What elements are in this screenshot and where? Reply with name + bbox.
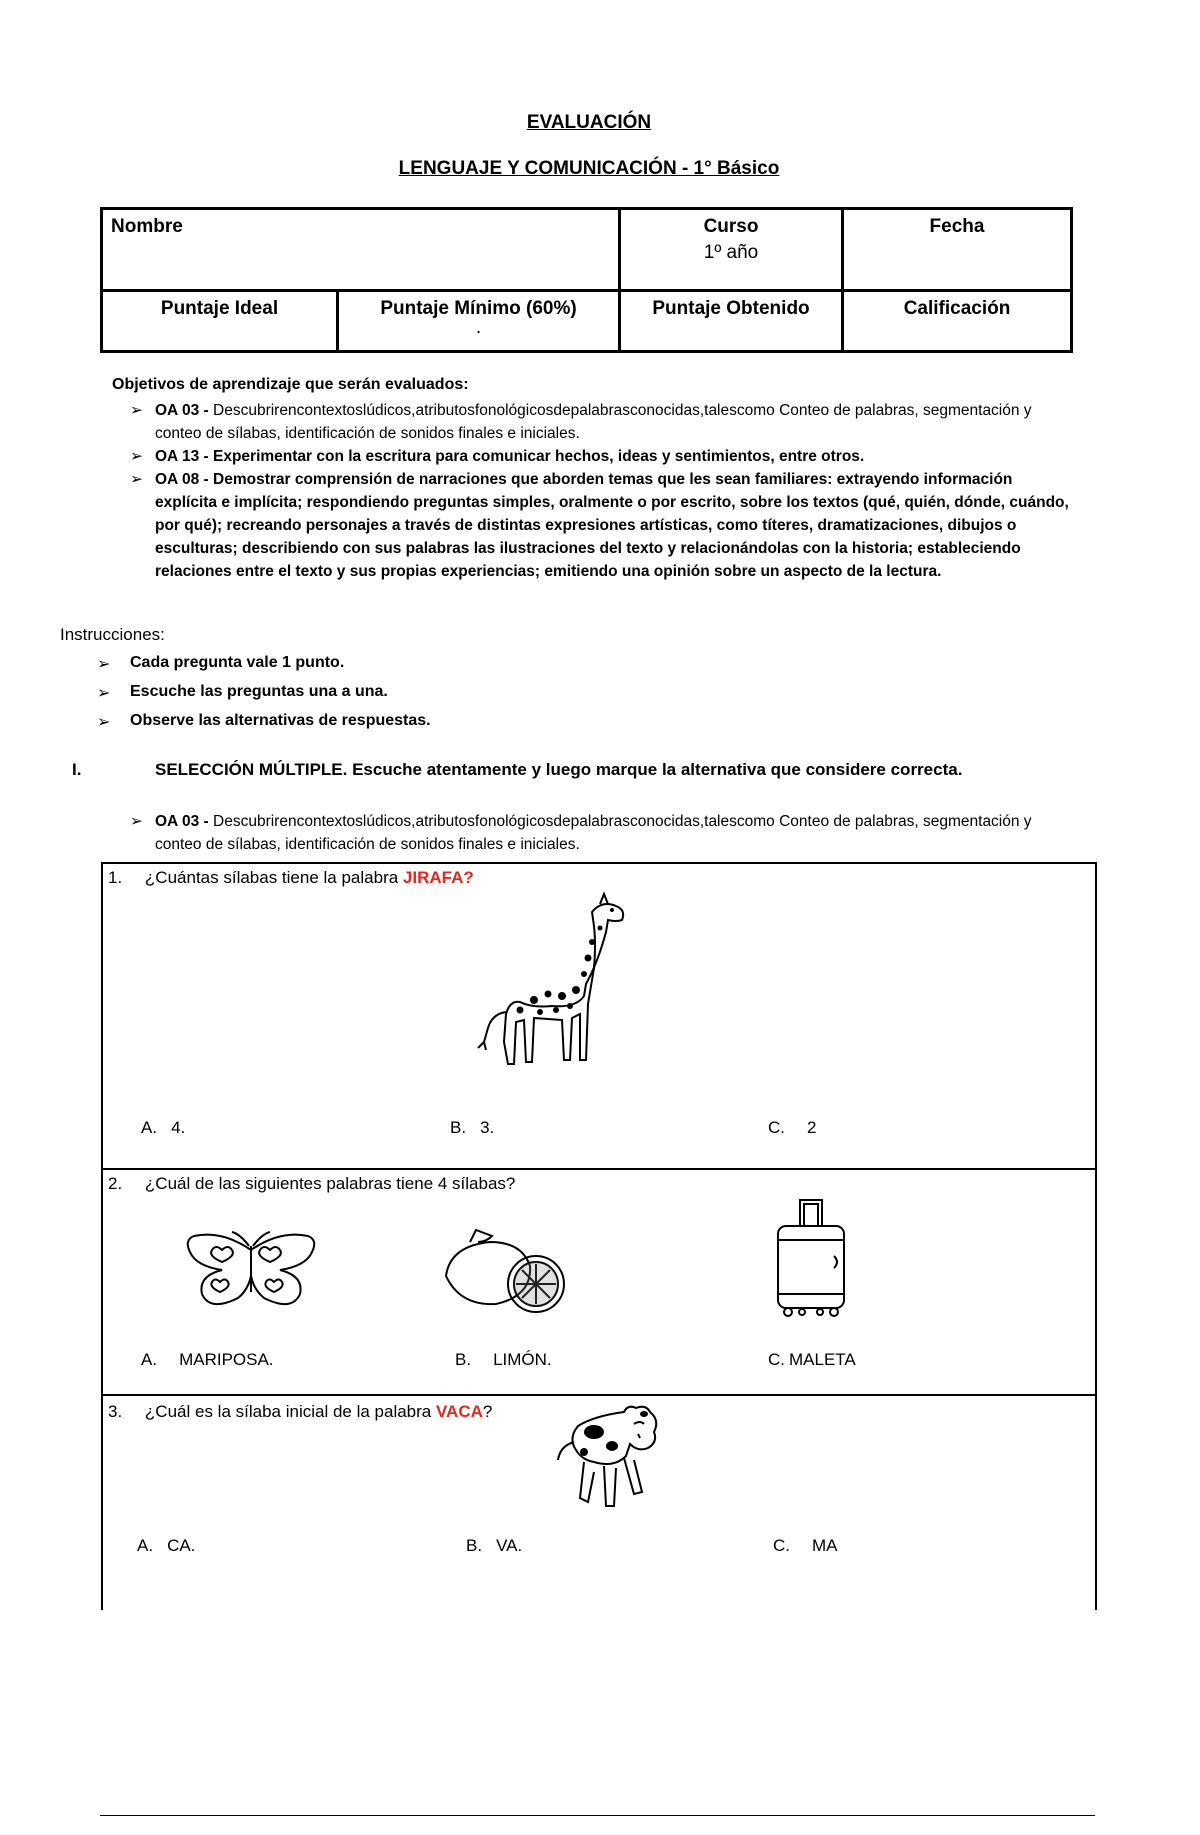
lemon-icon	[440, 1226, 570, 1316]
grade-label: Calificación	[903, 297, 1011, 319]
date-label: Fecha	[929, 216, 985, 237]
obtained-score-label: Puntaje Obtenido	[652, 297, 810, 319]
arrow-bullet-icon: ➢	[97, 685, 111, 702]
min-score-value: .	[475, 316, 482, 338]
answer-option-c[interactable]	[768, 1118, 816, 1138]
instruction-text: Escuche las preguntas una a una.	[130, 683, 388, 700]
answer-option-b[interactable]	[450, 1118, 494, 1138]
section-number: I.	[72, 760, 82, 779]
answer-option-b[interactable]	[466, 1536, 522, 1556]
ideal-score-cell	[102, 290, 338, 351]
ideal-score-label: Puntaje Ideal	[160, 297, 279, 319]
option-letter: C.	[773, 1536, 790, 1555]
answer-option-b[interactable]	[455, 1350, 552, 1370]
arrow-bullet-icon: ➢	[97, 656, 111, 673]
objective-code: OA 13 -	[155, 448, 209, 465]
option-letter: B.	[466, 1536, 483, 1555]
arrow-bullet-icon: ➢	[130, 402, 143, 419]
instruction-item	[97, 683, 388, 702]
objective-code: OA 03 -	[155, 402, 209, 419]
student-info-table	[100, 207, 1073, 353]
option-letter: B.	[455, 1350, 472, 1369]
min-score-label: Puntaje Mínimo (60%)	[380, 297, 577, 319]
option-letter: B.	[450, 1118, 467, 1137]
instructions-heading-text: Instrucciones	[60, 625, 161, 644]
option-text: LIMÓN.	[493, 1350, 552, 1369]
section-title: SELECCIÓN MÚLTIPLE. Escuche atentamente y luego marque la alternativa que considere correcta.	[155, 760, 963, 779]
arrow-bullet-icon: ➢	[97, 714, 111, 731]
option-text: 3.	[480, 1118, 495, 1137]
date-cell[interactable]	[843, 209, 1072, 291]
option-text: 4.	[171, 1118, 186, 1137]
cow-icon	[554, 1402, 664, 1514]
question-2	[108, 1174, 515, 1194]
instructions-heading-colon: :	[160, 625, 165, 644]
grade-cell[interactable]	[843, 290, 1072, 351]
section-objective	[130, 810, 1035, 856]
objective-code: OA 08 -	[155, 471, 209, 488]
question-text: ¿Cuál de las siguientes palabras tiene 4 sílabas?	[144, 1174, 516, 1193]
suitcase-icon	[774, 1196, 848, 1318]
option-text: 2	[807, 1118, 817, 1137]
page-title: EVALUACIÓN	[526, 112, 652, 133]
question-text: ¿Cuál es la sílaba inicial de la palabra	[144, 1402, 436, 1421]
question-text: ¿Cuántas sílabas tiene la palabra	[144, 868, 403, 887]
question-number: 3.	[108, 1402, 123, 1421]
objective-text: Demostrar comprensión de narraciones que aborden temas que les sean familiares: extrayendo información explícita e implícita; respondiendo preguntas simples, oralmente o por escrito, sobre los textos (qué, quién, dónde, cuándo, por qué); recreando personajes a través de distintas expresiones artísticas, como títeres, dramatizaciones, dibujos o esculturas; describiendo con sus palabras las ilustraciones del texto y relacionándolas con la historia; estableciendo relaciones entre el texto y sus propias experiencias; emitiendo una opinión sobre un aspecto de la lectura.	[155, 471, 1069, 580]
question-highlight: JIRAFA?	[402, 868, 474, 887]
answer-option-c[interactable]	[768, 1350, 856, 1370]
name-cell[interactable]	[102, 209, 620, 291]
min-score-cell	[338, 290, 620, 351]
instruction-item	[97, 654, 345, 673]
question-1	[108, 868, 474, 888]
option-letter: A.	[137, 1536, 154, 1555]
arrow-bullet-icon: ➢	[130, 813, 143, 830]
objective-text: Descubrirencontextoslúdicos,atributosfonológicosdepalabrasconocidas,talescomo Conteo de palabras, segmentación y conteo de sílabas, identificación de sonidos finales e iniciales.	[155, 402, 1032, 442]
option-letter: A.	[141, 1350, 158, 1369]
objective-item	[130, 399, 1075, 445]
objectives-heading: Objetivos de aprendizaje que serán evaluados:	[112, 376, 469, 393]
arrow-bullet-icon: ➢	[130, 471, 143, 488]
answer-option-a[interactable]	[141, 1118, 185, 1138]
instruction-text: Observe las alternativas de respuestas.	[130, 712, 431, 729]
answer-option-a[interactable]	[137, 1536, 195, 1556]
question-number: 1.	[108, 868, 123, 887]
name-label: Nombre	[111, 216, 183, 237]
course-cell	[620, 209, 843, 291]
objective-item	[130, 445, 1075, 468]
question-3	[108, 1402, 492, 1422]
instruction-item	[97, 712, 431, 731]
objective-text: Descubrirencontextoslúdicos,atributosfonológicosdepalabrasconocidas,talescomo Conteo de palabras, segmentación y conteo de sílabas, identificación de sonidos finales e iniciales.	[155, 813, 1032, 853]
footer-divider	[100, 1815, 1095, 1816]
objective-item	[130, 468, 1075, 583]
question-highlight: VACA	[435, 1402, 483, 1421]
objective-text: Experimentar con la escritura para comunicar hechos, ideas y sentimientos, entre otros.	[208, 448, 865, 465]
objective-code: OA 03 -	[155, 813, 209, 830]
question-number: 2.	[108, 1174, 123, 1193]
option-text: MA	[812, 1536, 838, 1555]
course-label: Curso	[703, 216, 759, 237]
option-text: VA.	[496, 1536, 523, 1555]
instructions-heading	[60, 625, 165, 645]
option-text: MALETA	[789, 1350, 856, 1369]
instruction-text: Cada pregunta vale 1 punto.	[130, 654, 345, 671]
course-value: 1º año	[703, 242, 759, 263]
page-subtitle: LENGUAJE Y COMUNICACIÓN - 1° Básico	[398, 158, 780, 179]
answer-option-c[interactable]	[773, 1536, 838, 1556]
option-text: MARIPOSA.	[179, 1350, 274, 1369]
option-letter: C.	[768, 1118, 785, 1137]
answer-option-a[interactable]	[141, 1350, 274, 1370]
option-letter: A.	[141, 1118, 158, 1137]
arrow-bullet-icon: ➢	[130, 448, 143, 465]
option-letter: C.	[768, 1350, 785, 1369]
option-text: CA.	[167, 1536, 196, 1555]
question-text-end: ?	[482, 1402, 493, 1421]
butterfly-icon	[182, 1230, 320, 1312]
obtained-score-cell[interactable]	[620, 290, 843, 351]
giraffe-icon	[470, 892, 650, 1074]
